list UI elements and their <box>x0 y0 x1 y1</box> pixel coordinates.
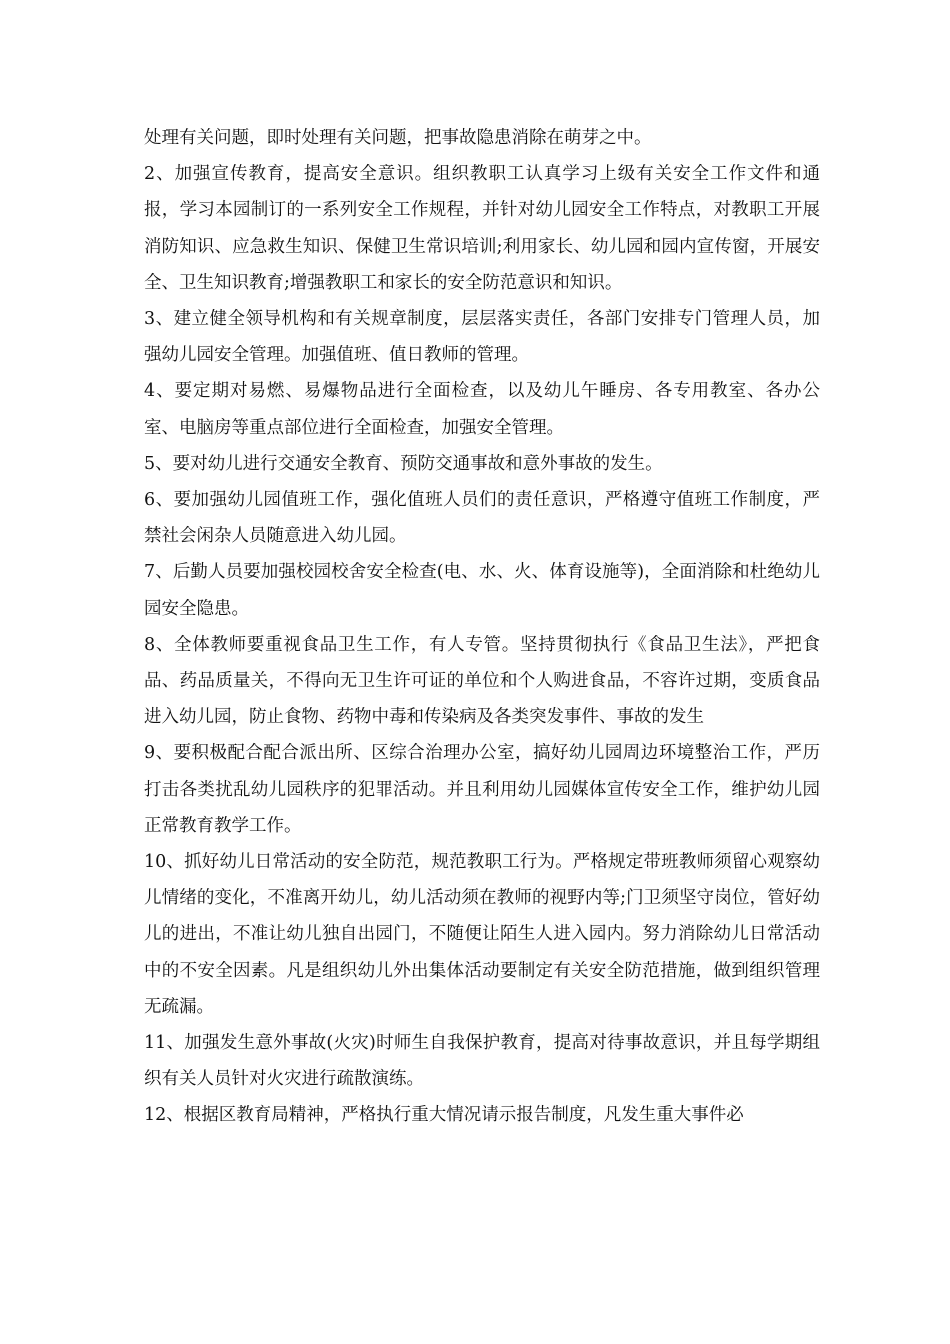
paragraph-item-2: 2、加强宣传教育，提高安全意识。组织教职工认真学习上级有关安全工作文件和通报，学习本园制订的一系列安全工作规程，并针对幼儿园安全工作特点，对教职工开展消防知识、应急救生知识、保健卫生常识培训;利用家长、幼儿园和园内宣传窗，开展安全、卫生知识教育;增强教职工和家长的安全防范意识和知识。 <box>144 164 820 293</box>
paragraph-item-4: 4、要定期对易燃、易爆物品进行全面检查，以及幼儿午睡房、各专用教室、各办公室、电脑房等重点部位进行全面检查，加强安全管理。 <box>144 381 820 438</box>
document-body <box>144 120 820 1134</box>
paragraph-item-12: 12、根据区教育局精神，严格执行重大情况请示报告制度，凡发生重大事件必 <box>144 1105 744 1126</box>
paragraph-continuation: 处理有关问题，即时处理有关问题，把事故隐患消除在萌芽之中。 <box>144 128 652 148</box>
paragraph-item-8: 8、全体教师要重视食品卫生工作，有人专管。坚持贯彻执行《食品卫生法》，严把食品、药品质量关，不得向无卫生许可证的单位和个人购进食品，不容许过期，变质食品进入幼儿园，防止食物、药物中毒和传染病及各类突发事件、事故的发生 <box>144 634 820 728</box>
paragraph-item-11: 11、加强发生意外事故(火灾)时师生自我保护教育，提高对待事故意识，并且每学期组织有关人员针对火灾进行疏散演练。 <box>144 1033 820 1090</box>
paragraph-item-3: 3、建立健全领导机构和有关规章制度，层层落实责任，各部门安排专门管理人员，加强幼儿园安全管理。加强值班、值日教师的管理。 <box>144 309 820 366</box>
paragraph-item-10: 10、抓好幼儿日常活动的安全防范，规范教职工行为。严格规定带班教师须留心观察幼儿情绪的变化，不准离开幼儿，幼儿活动须在教师的视野内等;门卫须坚守岗位，管好幼儿的进出，不准让幼儿独自出园门，不随便让陌生人进入园内。努力消除幼儿日常活动中的不安全因素。凡是组织幼儿外出集体活动要制定有关安全防范措施，做到组织管理无疏漏。 <box>144 852 820 1017</box>
paragraph-item-6: 6、要加强幼儿园值班工作，强化值班人员们的责任意识，严格遵守值班工作制度，严禁社会闲杂人员随意进入幼儿园。 <box>144 490 820 547</box>
paragraph-item-5: 5、要对幼儿进行交通安全教育、预防交通事故和意外事故的发生。 <box>144 453 663 474</box>
paragraph-item-9: 9、要积极配合配合派出所、区综合治理办公室，搞好幼儿园周边环境整治工作，严历打击各类扰乱幼儿园秩序的犯罪活动。并且利用幼儿园媒体宣传安全工作，维护幼儿园正常教育教学工作。 <box>144 743 820 836</box>
paragraph-item-7: 7、后勤人员要加强校园校舍安全检查(电、水、火、体育设施等)，全面消除和杜绝幼儿园安全隐患。 <box>144 562 820 619</box>
